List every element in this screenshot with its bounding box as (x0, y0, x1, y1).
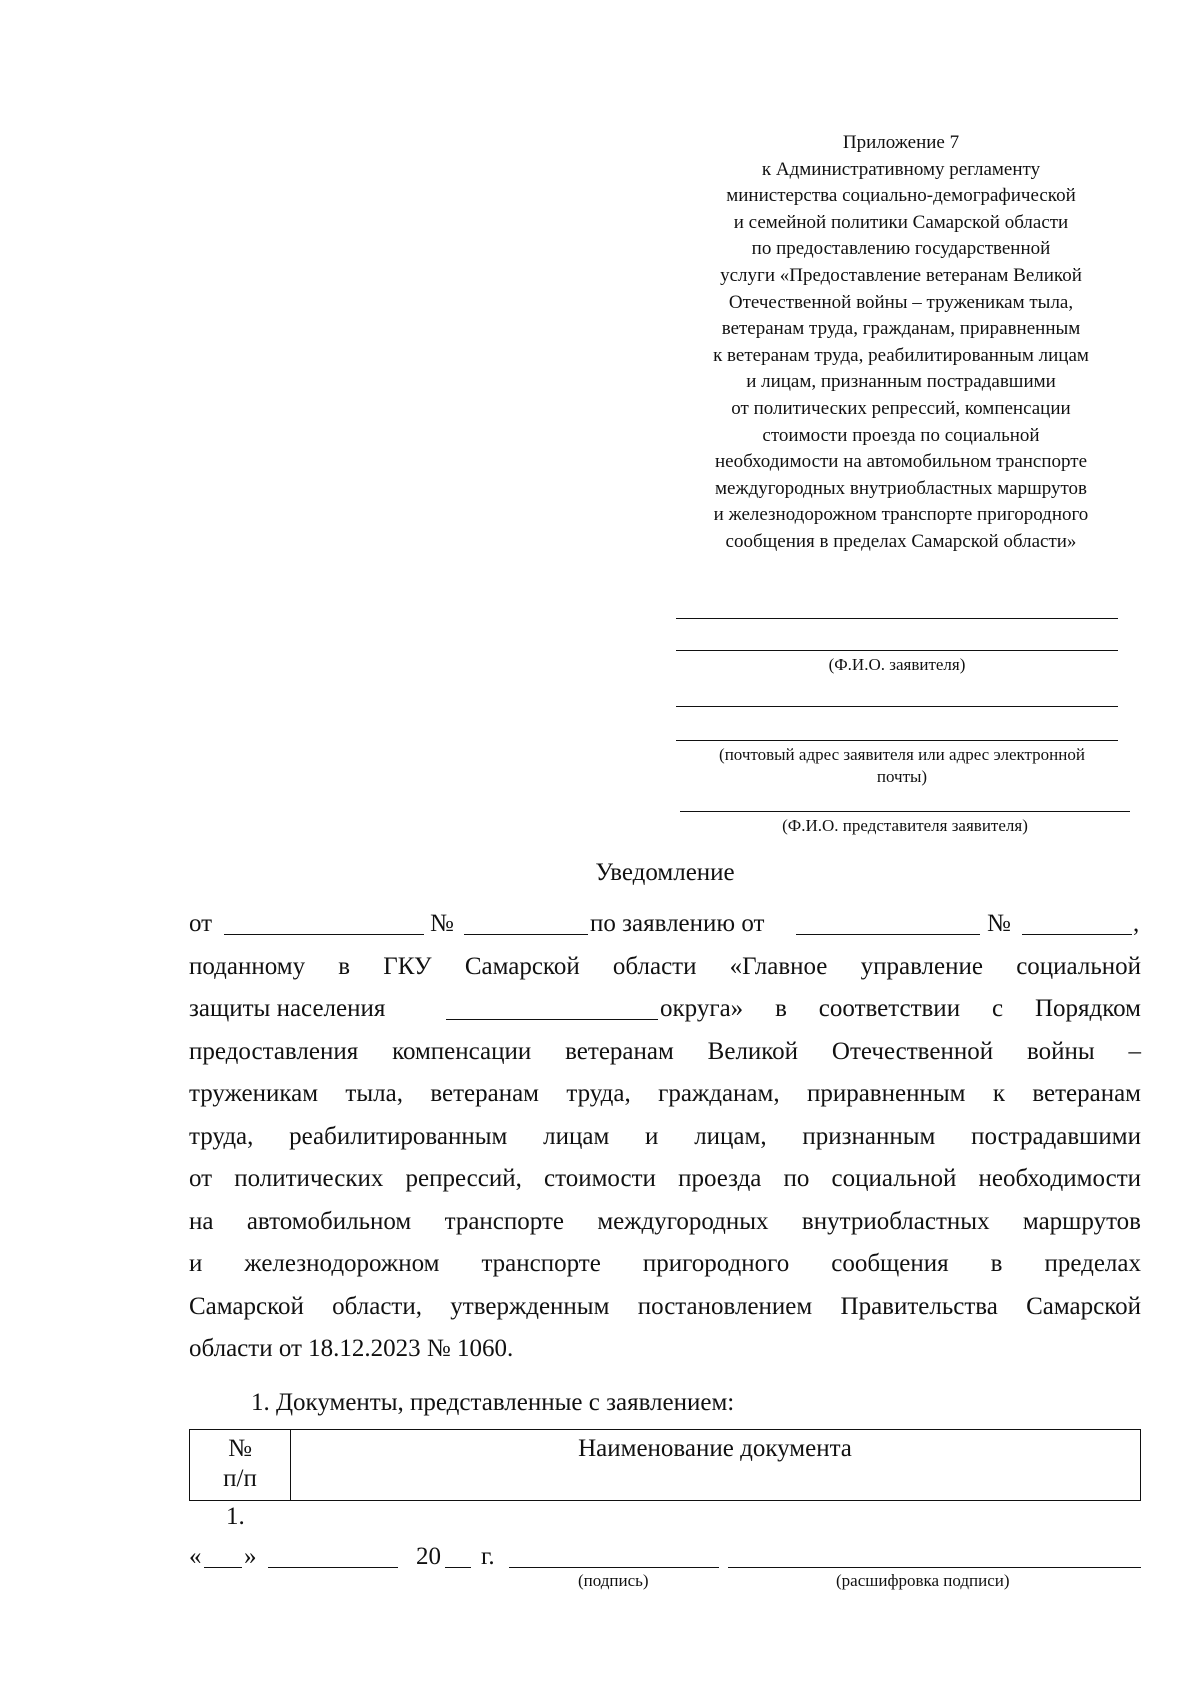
documents-heading: 1. Документы, представленные с заявлением: (251, 1389, 735, 1416)
body-line-2a: защиты населения (189, 995, 386, 1022)
signature-decode-caption: (расшифровка подписи) (836, 1571, 1010, 1590)
appendix-line: ветеранам труда, гражданам, приравненным (721, 318, 1081, 340)
appendix-line: к ветеранам труда, реабилитированным лицам (713, 344, 1089, 366)
appendix-line: по предоставлению государственной (751, 238, 1051, 260)
body-line: Самарской области, утвержденным постановлением Правительства Самарской (189, 1293, 1141, 1320)
body-line-last: области от 18.12.2023 № 1060. (189, 1335, 514, 1362)
year-suffix: г. (481, 1543, 495, 1570)
signature-decode-field (728, 1567, 1141, 1568)
district-field (446, 1019, 658, 1020)
appendix-line: к Административному регламенту (761, 158, 1041, 180)
notice-title: Уведомление (595, 859, 735, 886)
representative-fio-caption: (Ф.И.О. представителя заявителя) (782, 816, 1028, 835)
body-line: на автомобильном транспорте междугородных внутриобластных маршрутов (189, 1208, 1141, 1235)
appendix-line: Отечественной войны – труженикам тыла, (728, 291, 1074, 313)
year-field (445, 1567, 471, 1568)
appendix-line: стоимости проезда по социальной (762, 424, 1040, 446)
notice-number-field (464, 934, 588, 935)
applicant-address-line-1 (676, 706, 1118, 707)
signature-field (509, 1567, 719, 1568)
comma: , (1133, 910, 1140, 937)
from-label: от (189, 910, 213, 937)
applicant-address-caption-cont: почты) (876, 767, 928, 786)
appendix-line: и железнодорожном транспорте пригородного (713, 504, 1089, 526)
notice-title-wrap (0, 858, 1200, 888)
appendix-line: услуги «Предоставление ветеранам Великой (720, 264, 1082, 286)
body-line: от политических репрессий, стоимости проезда по социальной необходимости (189, 1165, 1141, 1192)
number-sign-2: № (987, 910, 1011, 937)
body-line: и железнодорожном транспорте пригородного сообщения в пределах (189, 1250, 1141, 1277)
on-application-label: по заявлению от (590, 910, 765, 937)
documents-table (189, 1429, 1141, 1501)
body-line: поданному в ГКУ Самарской области «Главное управление социальной (189, 953, 1141, 980)
month-field (268, 1567, 398, 1568)
column-header-number: № п/п (223, 1435, 257, 1492)
table-row-number: 1. (226, 1503, 245, 1530)
appendix-line: и лицам, признанным пострадавшими (746, 371, 1056, 393)
notice-date-field (224, 934, 424, 935)
representative-fio-line (680, 811, 1130, 812)
application-number-field (1022, 934, 1132, 935)
application-date-field (796, 934, 980, 935)
applicant-fio-caption: (Ф.И.О. заявителя) (828, 655, 966, 674)
applicant-address-line-2 (676, 740, 1118, 741)
applicant-address-caption: (почтовый адрес заявителя или адрес электронной (719, 745, 1085, 764)
body-line: труженикам тыла, ветеранам труда, гражданам, приравненным к ветеранам (189, 1080, 1141, 1107)
appendix-line: междугородных внутриобластных маршрутов (715, 477, 1087, 499)
body-line-2b: округа» в соответствии с Порядком (660, 995, 1141, 1022)
signature-caption: (подпись) (578, 1571, 649, 1590)
appendix-line: необходимости на автомобильном транспорте (714, 451, 1088, 473)
quote-close: » (244, 1543, 257, 1570)
applicant-fio-line-2 (676, 650, 1118, 651)
day-field (204, 1567, 242, 1568)
appendix-line: сообщения в пределах Самарской области» (725, 530, 1077, 552)
appendix-line: от политических репрессий, компенсации (731, 397, 1071, 419)
year-prefix: 20 (416, 1543, 441, 1570)
applicant-fio-line-1 (676, 618, 1118, 619)
appendix-header (676, 130, 1126, 556)
appendix-line: Приложение 7 (842, 132, 960, 153)
body-line: труда, реабилитированным лицам и лицам, признанным пострадавшими (189, 1123, 1141, 1150)
body-line: предоставления компенсации ветеранам Великой Отечественной войны – (189, 1038, 1141, 1065)
column-header-name: Наименование документа (578, 1435, 852, 1462)
appendix-line: министерства социально-демографической (726, 185, 1076, 207)
number-sign: № (430, 910, 454, 937)
appendix-line: и семейной политики Самарской области (733, 211, 1069, 233)
quote-open: « (189, 1543, 202, 1570)
